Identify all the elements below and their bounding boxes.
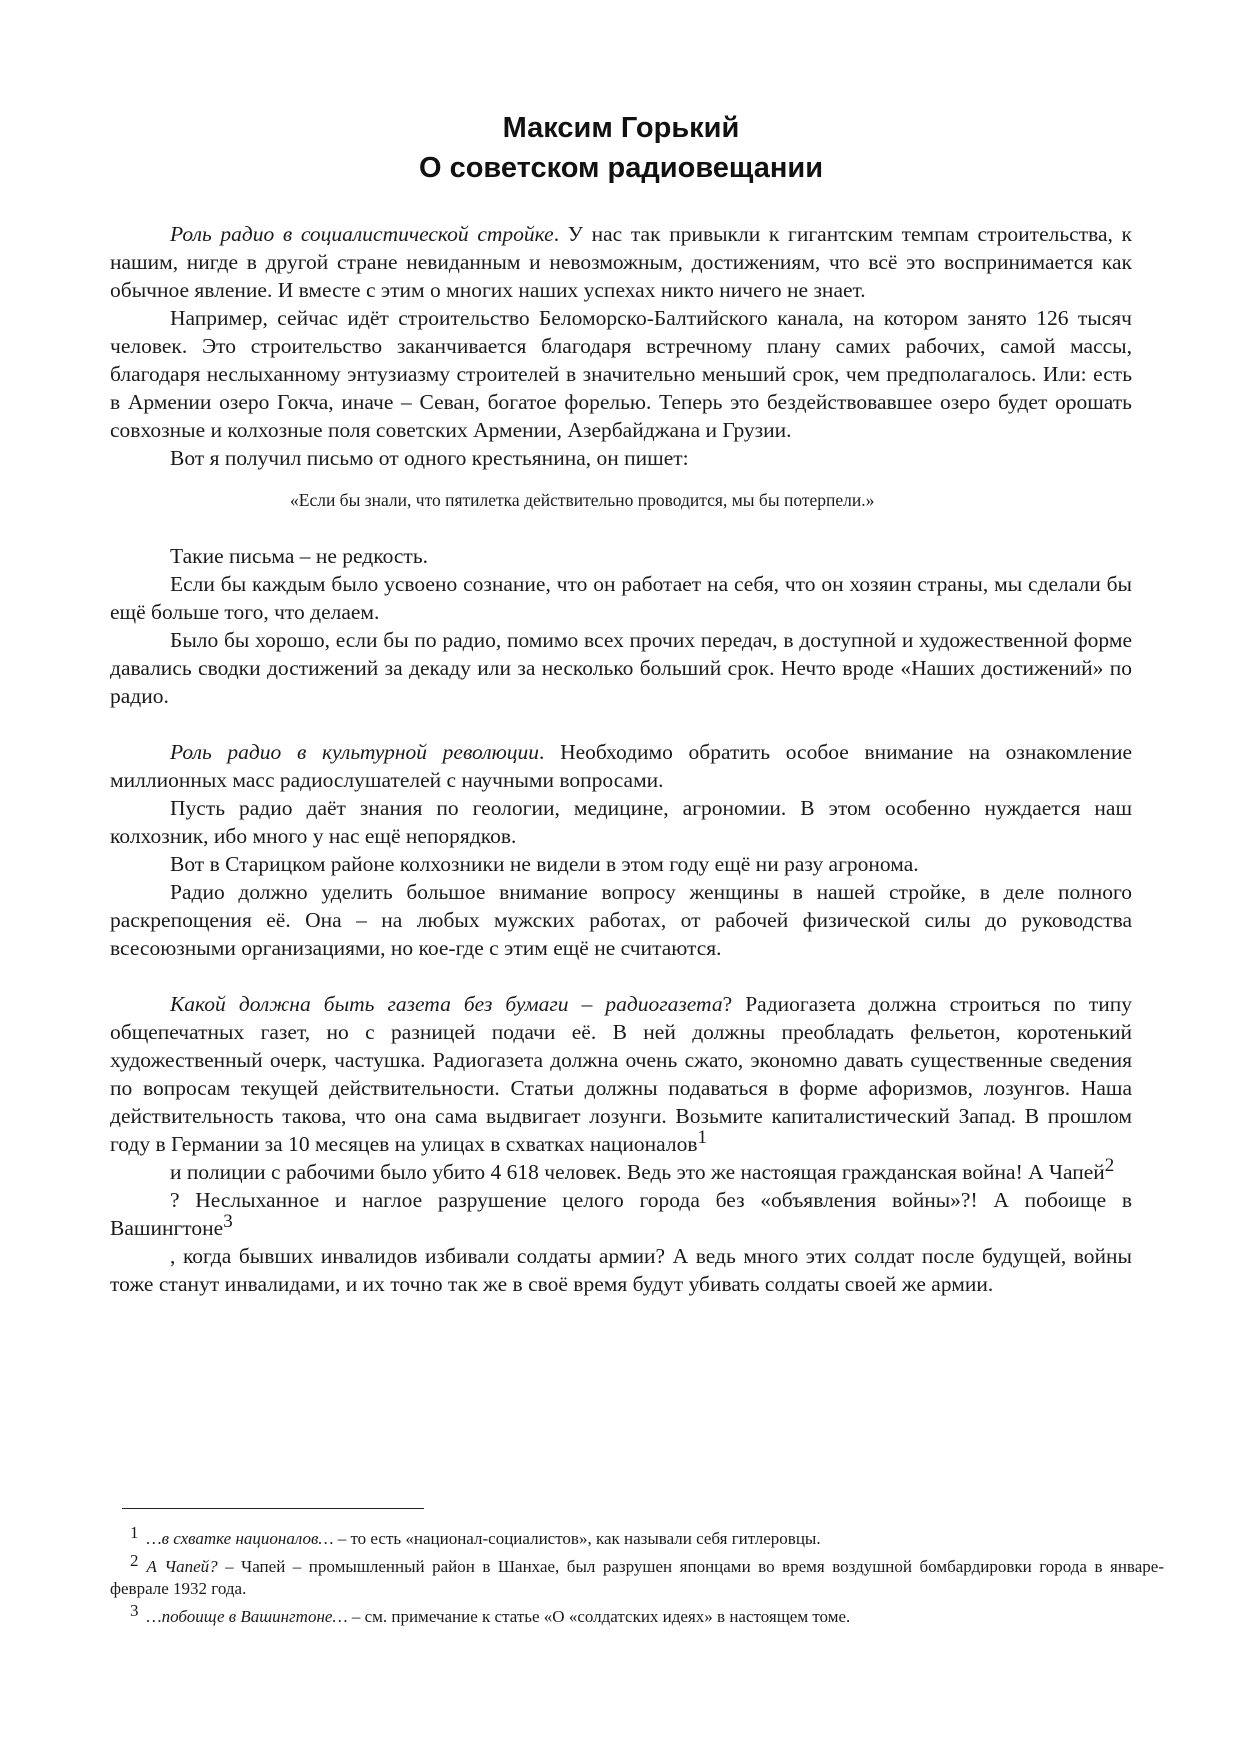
paragraph: Роль радио в культурной революции. Необходимо обратить особое внимание на ознакомление миллионных масс радиослушателей с научными вопросами. [110,740,1133,792]
paragraph: , когда бывших инвалидов избивали солдаты армии? А ведь много этих солдат после будущей, войны тоже станут инвалидами, и их точно так же в своё время будут убивать солдаты своей же армии. [110,1244,1132,1296]
paragraph: Какой должна быть газета без бумаги – радиогазета? Радиогазета должна строиться по типу общепечатных газет, но с разницей подачи её. В ней должны преобладать фельетон, коротенький художественный очерк, частушка. Радиогазета должна очень сжато, экономно давать существенные сведения по вопросам текущей действительности. Статьи должны подаваться в форме афоризмов, лозунгов. Наша действительность такова, что она сама выдвигает лозунги. Возьмите капиталистический Запад. В прошлом году в Германии за 10 месяцев на улицах в схватках националов$^1$ [110,992,1132,1156]
paragraph: Такие письма – не редкость. [170,544,428,568]
paragraph: ? Неслыханное и наглое разрушение целого города без «объявления войны»?! А побоище в Вашингтоне$^3$ [110,1188,1132,1240]
section-lead: Роль радио в социалистической стройке [170,222,554,246]
paragraph: Радио должно уделить большое внимание вопросу женщины в нашей стройке, в деле полного раскрепощения её. Она – на любых мужских работах, от рабочей физической силы до руководства всесоюзными организациями, но кое-где с этим ещё не считаются. [110,880,1132,960]
paragraph: Например, сейчас идёт строительство Беломорско-Балтийского канала, на котором занято 126 тысяч человек. Это строительство заканчивается благодаря встречному плану самих рабочих, самой массы, благодаря неслыханному энтузиазму строителей в значительно меньший срок, чем предполагалось. Или: есть в Армении озеро Гокча, иначе – Севан, богатое форелью. Теперь это бездействовавшее озеро будет орошать совхозные и колхозные поля советских Армении, Азербайджана и Грузии. [110,306,1132,442]
paragraph: Вот в Старицком районе колхозники не видели в этом году ещё ни разу агронома. [170,852,919,876]
footnote-lead: А Чапей? [146,1557,218,1576]
section-lead: Какой должна быть газета без бумаги – радиогазета [170,992,723,1016]
paragraph: Было бы хорошо, если бы по радио, помимо всех прочих передач, в доступной и художественной форме давались сводки достижений за декаду или за несколько больший срок. Нечто вроде «Наших достижений» по радио. [110,628,1132,708]
paragraph: Роль радио в социалистической стройке. У нас так привыкли к гигантским темпам строительства, к нашим, нигде в другой стране невиданным и невозможным, достижениям, что всё это воспринимается как обычное явление. И вместе с этим о многих наших успехах никто ничего не знает. [110,222,1132,302]
article-title: О советском радиовещании [418,152,824,184]
footnote-number: 2 [130,1551,139,1570]
footnote-divider [122,1508,424,1509]
paragraph: Вот я получил письмо от одного крестьянина, он пишет: [170,446,689,470]
footnote: $^3$ …побоище в Вашингтоне… – см. примечание к статье «О «солдатских идеях» в настоящем томе. [130,1601,851,1626]
footnote-ref-3[interactable]: 3 [223,1211,233,1232]
document-header [0,108,1242,188]
paragraph: Если бы каждым было усвоено сознание, что он работает на себя, что он хозяин страны, мы сделали бы ещё больше того, что делаем. [110,572,1132,624]
footnote-lead: …в схватке националов… [146,1529,334,1548]
letter-quote: «Если бы знали, что пятилетка действительно проводится, мы бы потерпели.» [290,490,875,510]
footnote: $^2$ А Чапей? – Чапей – промышленный район в Шанхае, был разрушен японцами во время воздушной бомбардировки города в январе-феврале 1932 года. [110,1551,1164,1598]
paragraph: Пусть радио даёт знания по геологии, медицине, агрономии. В этом особенно нуждается наш колхозник, ибо много у нас ещё непорядков. [110,796,1132,848]
footnotes [110,1523,1164,1634]
footnote-number: 3 [130,1601,139,1620]
paragraph: и полиции с рабочими было убито 4 618 человек. Ведь это же настоящая гражданская война! А Чапей$^2$ [170,1155,1115,1184]
footnote: $^1$ …в схватке националов… – то есть «национал-социалистов», как называли себя гитлеровцы. [130,1523,821,1548]
footnote-ref-1[interactable]: 1 [697,1127,708,1148]
author-name: Максим Горький [502,112,740,144]
footnote-ref-2[interactable]: 2 [1104,1155,1115,1176]
article-body [110,220,1132,1298]
footnote-number: 1 [130,1523,139,1542]
footnote-lead: …побоище в Вашингтоне… [146,1607,348,1626]
section-lead: Роль радио в культурной революции [170,740,540,764]
